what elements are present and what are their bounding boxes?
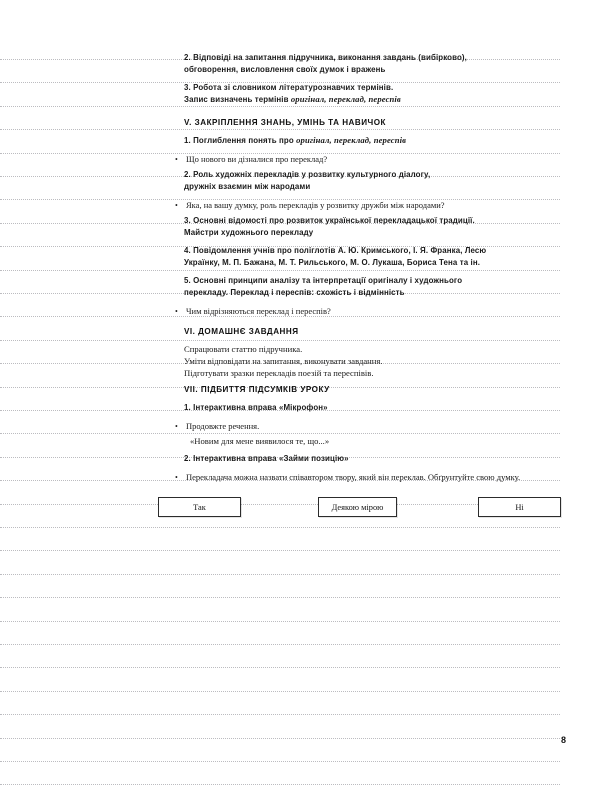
item-3-dictionary-line: Запис визначень термінів оригінал, переклад, переспів	[184, 93, 401, 104]
question-difference-translation-paraphrase-text: Чим відрізняються переклад і переспів?	[186, 305, 331, 316]
bullet-icon: •	[175, 154, 178, 164]
spacer	[174, 414, 570, 421]
question-role-of-translations	[174, 200, 570, 211]
item-1-microphone-exercise-line: 1. Інтерактивна вправа «Мікрофон»	[184, 403, 328, 413]
item-2-take-a-position-exercise	[184, 453, 570, 465]
item-3-ukrainian-tradition	[184, 215, 570, 238]
homework-line-1: Спрацювати статтю підручника.	[184, 343, 303, 354]
bullet-icon: •	[175, 472, 178, 482]
item-1-deepening-terms: оригінал, переклад, переспів	[296, 135, 407, 146]
answer-options-row	[0, 497, 600, 519]
item-5-analysis-principles-line: 5. Основні принципи аналізу та інтерпретації оригіналу і художнього	[184, 276, 463, 286]
homework-line-3: Підготувати зразки перекладів поезій та переспівів.	[184, 367, 374, 378]
question-difference-translation-paraphrase	[174, 306, 570, 317]
spacer	[174, 483, 570, 487]
item-3-dictionary-terms: оригінал, переклад, переспів	[290, 93, 401, 104]
item-3-ukrainian-tradition-line: Майстри художнього перекладу	[184, 227, 314, 237]
item-1-deepening	[184, 135, 570, 147]
sentence-starter-quote: «Новим для мене виявилося те, що...»	[190, 436, 330, 447]
homework-line-2: Уміти відповідати на запитання, виконувати завдання.	[184, 355, 383, 366]
section-vi-homework: VI. ДОМАШНЄ ЗАВДАННЯ	[184, 326, 299, 336]
question-what-new-about-translation-text: Що нового ви дізналися про переклад?	[186, 153, 328, 164]
task-translator-coauthor-text: Перекладача можна назвати співавтором твору, який він переклав. Обґрунтуйте свою думку.	[186, 471, 521, 482]
spacer	[174, 193, 570, 200]
spacer	[174, 299, 570, 306]
item-4-polyglots-line: Українку, М. П. Бажана, М. Т. Рильського, М. О. Лукаша, Бориса Тена та ін.	[184, 257, 481, 267]
bullet-icon: •	[175, 200, 178, 210]
item-2-role-of-translations-line: дружніх взаємин між народами	[184, 181, 311, 191]
task-continue-sentence	[174, 421, 570, 432]
item-2-answers	[184, 52, 570, 75]
lesson-plan-content	[174, 52, 570, 487]
item-3-dictionary-line: 3. Робота зі словником літературознавчих термінів.	[184, 83, 394, 93]
item-5-analysis-principles-line: перекладу. Переклад і переспів: схожість і відмінність	[184, 287, 405, 297]
item-1-microphone-exercise	[184, 402, 570, 414]
item-3-ukrainian-tradition-line: 3. Основні відомості про розвиток української перекладацької традиції.	[184, 215, 475, 225]
item-5-analysis-principles	[184, 275, 570, 298]
task-continue-sentence-text: Продовжте речення.	[186, 420, 260, 431]
item-1-deepening-line: 1. Поглиблення понять про оригінал, переклад, переспів	[184, 135, 407, 146]
spacer	[174, 268, 570, 275]
item-2-answers-line: обговорення, висловлення своїх думок і вражень	[184, 64, 386, 74]
page-number: 8	[560, 735, 566, 745]
question-role-of-translations-text: Яка, на вашу думку, роль перекладів у розвитку дружби між народами?	[186, 199, 445, 210]
spacer	[174, 238, 570, 245]
item-3-dictionary	[184, 82, 570, 105]
section-v-consolidation: V. ЗАКРІПЛЕННЯ ЗНАНЬ, УМІНЬ ТА НАВИЧОК	[184, 118, 386, 128]
task-translator-coauthor	[174, 472, 570, 483]
section-vii-summary: VII. ПІДБИТТЯ ПІДСУМКІВ УРОКУ	[184, 385, 330, 395]
bullet-icon: •	[175, 421, 178, 431]
item-2-take-a-position-exercise-line: 2. Інтерактивна вправа «Займи позицію»	[184, 454, 349, 464]
item-2-role-of-translations-line: 2. Роль художніх перекладів у розвитку культурного діалогу,	[184, 170, 431, 180]
item-4-polyglots-line: 4. Повідомлення учнів про поліглотів А. Ю. Кримського, І. Я. Франка, Лесю	[184, 246, 487, 256]
question-what-new-about-translation	[174, 154, 570, 165]
answer-option-yes[interactable]: Так	[158, 497, 241, 517]
answer-option-no[interactable]: Ні	[478, 497, 561, 517]
spacer	[174, 105, 570, 112]
item-2-answers-line: 2. Відповіді на запитання підручника, виконання завдань (вибірково),	[184, 53, 467, 62]
bullet-icon: •	[175, 306, 178, 316]
spacer	[174, 465, 570, 472]
spacer	[174, 75, 570, 82]
answer-option-partly[interactable]: Деякою мірою	[318, 497, 397, 517]
item-2-role-of-translations	[184, 169, 570, 192]
item-4-polyglots	[184, 245, 570, 268]
spacer	[174, 147, 570, 154]
